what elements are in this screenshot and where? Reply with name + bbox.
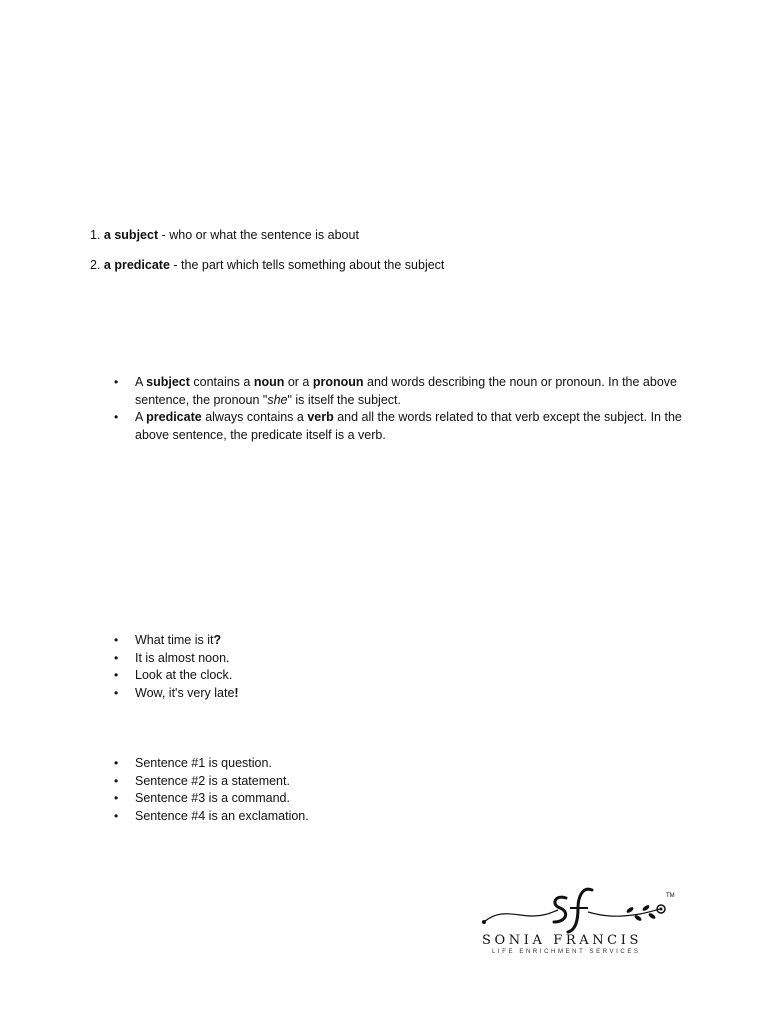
list-item: • Sentence #2 is a statement. [90,773,490,791]
brand-name: SONIA FRANCIS [482,933,642,948]
definition-text: - the part which tells something about the subject [169,258,445,272]
list-item: • It is almost noon. [90,650,490,668]
definition-number: 2. [90,258,101,272]
list-item: • Wow, it's very late! [90,685,490,703]
list-item: • Sentence #4 is an exclamation. [90,808,490,826]
list-item: • Sentence #3 is a command. [90,790,490,808]
definition-term: a subject [103,228,159,242]
monogram-flourish-icon [470,882,690,934]
definition-number: 1. [90,228,101,242]
example-sentences-list [90,632,490,702]
definition-term: a predicate [103,258,170,272]
list-item: • Sentence #1 is question. [90,755,490,773]
definition-text: - who or what the sentence is about [158,228,359,242]
sentence-types-list [90,755,490,825]
definition-subject [90,227,359,244]
brand-tagline: LIFE ENRICHMENT SERVICES [492,949,641,955]
trademark-mark: TM [666,893,675,899]
explanation-predicate: • A predicate always contains a verb and all the words related to that verb except the subject. In the above sentence, the predicate itself is a verb. [90,409,690,444]
explanation-list [90,374,690,444]
list-item: • Look at the clock. [90,667,490,685]
list-item: • What time is it? [90,632,490,650]
definition-predicate [90,257,444,274]
explanation-subject: • A subject contains a noun or a pronoun and words describing the noun or pronoun. In the above sentence, the pronoun "she" is itself the subject. [90,374,690,409]
